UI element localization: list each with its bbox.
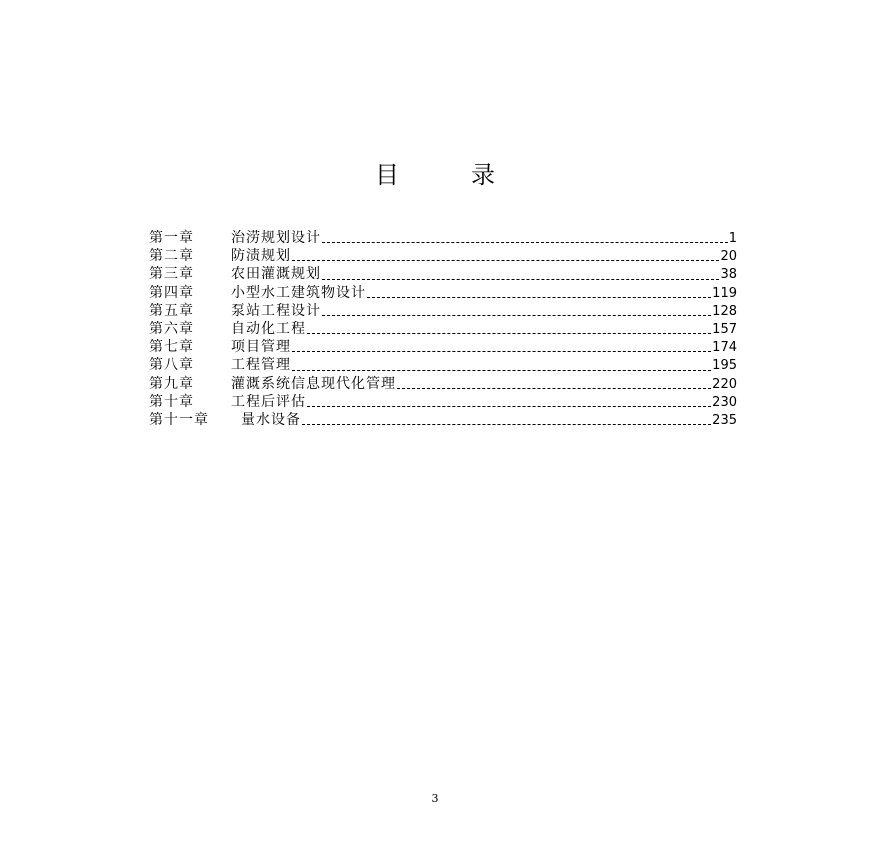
toc-leader-line bbox=[292, 369, 711, 371]
toc-chapter-label: 第四章 bbox=[149, 284, 194, 301]
toc-entry bbox=[149, 265, 737, 283]
table-of-contents bbox=[149, 229, 737, 429]
toc-chapter-label: 第五章 bbox=[149, 302, 194, 319]
toc-entry-title: 工程管理 bbox=[231, 357, 291, 374]
toc-chapter-label: 第十一章 bbox=[149, 411, 209, 428]
toc-page-number: 230 bbox=[712, 394, 737, 410]
toc-entry-title: 小型水工建筑物设计 bbox=[231, 284, 366, 301]
toc-chapter-label: 第二章 bbox=[149, 248, 194, 265]
toc-leader-line bbox=[292, 259, 719, 261]
toc-page-number: 128 bbox=[712, 303, 737, 319]
toc-chapter-label: 第六章 bbox=[149, 320, 194, 337]
page-title bbox=[0, 155, 870, 190]
toc-entry bbox=[149, 375, 737, 393]
toc-chapter-label: 第三章 bbox=[149, 266, 194, 283]
toc-entry bbox=[149, 284, 737, 302]
toc-page-number: 119 bbox=[712, 285, 737, 301]
toc-chapter-label: 第七章 bbox=[149, 339, 194, 356]
toc-entry-title: 项目管理 bbox=[231, 339, 291, 356]
toc-page-number: 195 bbox=[712, 358, 737, 374]
toc-page-number: 157 bbox=[712, 321, 737, 337]
toc-page-number: 220 bbox=[712, 376, 737, 392]
toc-entry-title: 防渍规划 bbox=[231, 248, 291, 265]
toc-leader-line bbox=[367, 296, 711, 298]
toc-entry bbox=[149, 247, 737, 265]
toc-leader-line bbox=[292, 350, 711, 352]
toc-leader-line bbox=[307, 405, 711, 407]
toc-entry-title: 灌溉系统信息现代化管理 bbox=[231, 375, 396, 392]
toc-chapter-label: 第十章 bbox=[149, 393, 194, 410]
toc-page-number: 20 bbox=[720, 249, 737, 265]
toc-leader-line bbox=[322, 314, 711, 316]
toc-entry-title: 量水设备 bbox=[241, 411, 301, 428]
toc-page-number: 38 bbox=[720, 267, 737, 283]
toc-entry bbox=[149, 320, 737, 338]
toc-entry-title: 泵站工程设计 bbox=[231, 302, 321, 319]
toc-entry bbox=[149, 302, 737, 320]
toc-entry bbox=[149, 338, 737, 356]
toc-entry-title: 自动化工程 bbox=[231, 320, 306, 337]
toc-entry-title: 治涝规划设计 bbox=[231, 230, 321, 246]
toc-entry bbox=[149, 411, 737, 429]
toc-entry bbox=[149, 393, 737, 411]
toc-entry-title: 农田灌溉规划 bbox=[231, 266, 321, 283]
toc-leader-line bbox=[322, 241, 728, 243]
title-char-2: 录 bbox=[471, 161, 495, 189]
toc-entry-title: 工程后评估 bbox=[231, 393, 306, 410]
title-char-1: 目 bbox=[375, 161, 399, 189]
page-number: 3 bbox=[431, 792, 439, 805]
toc-entry bbox=[149, 356, 737, 374]
toc-leader-line bbox=[322, 278, 719, 280]
toc-leader-line bbox=[302, 423, 711, 425]
toc-leader-line bbox=[397, 387, 711, 389]
toc-page-number: 235 bbox=[712, 412, 737, 428]
toc-page-number: 174 bbox=[712, 340, 737, 356]
toc-entry bbox=[149, 229, 737, 247]
toc-page-number: 1 bbox=[728, 231, 737, 246]
toc-chapter-label: 第八章 bbox=[149, 357, 194, 374]
toc-chapter-label: 第一章 bbox=[149, 230, 194, 246]
toc-leader-line bbox=[307, 332, 711, 334]
toc-chapter-label: 第九章 bbox=[149, 375, 194, 392]
